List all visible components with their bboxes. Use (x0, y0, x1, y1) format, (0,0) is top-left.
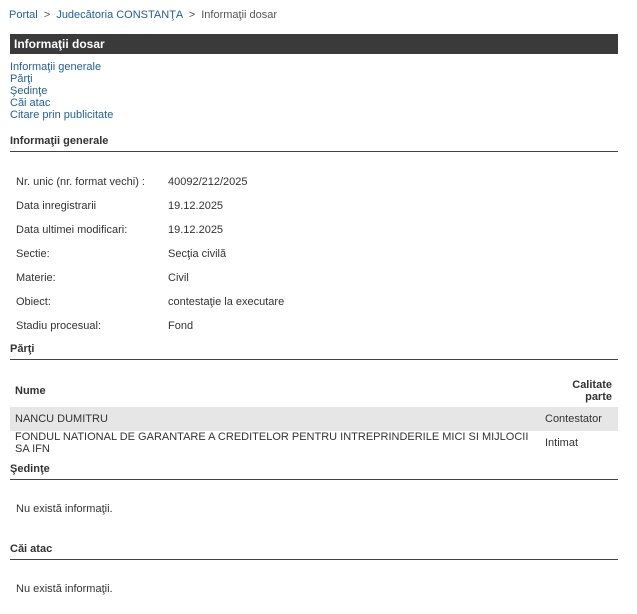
table-row (10, 431, 618, 455)
info-label: Materie: (16, 272, 56, 284)
info-row (10, 242, 284, 266)
section-quick-links (10, 61, 617, 121)
section-heading-informatii-generale: Informaţii generale (10, 135, 618, 152)
info-value: 19.12.2025 (168, 224, 224, 236)
breadcrumb (9, 8, 617, 22)
info-value: Civil (168, 272, 189, 284)
party-name: FONDUL NATIONAL DE GARANTARE A CREDITELOR PENTRU INTREPRINDERILE MICI SI MIJLOCII SA IFN (15, 431, 529, 455)
info-label: Stadiu procesual: (16, 320, 101, 332)
info-label: Sectie: (16, 248, 50, 260)
party-role: Contestator (545, 407, 618, 431)
info-value: contestaţie la executare (168, 296, 285, 308)
breadcrumb-portal-link[interactable]: Portal (9, 9, 38, 21)
info-value: 19.12.2025 (168, 200, 224, 212)
link-informatii-generale[interactable]: Informaţii generale (10, 61, 102, 73)
sedinte-empty-message: Nu există informaţii. (16, 503, 113, 515)
party-role: Intimat (545, 437, 579, 449)
info-label: Data ultimei modificari: (16, 224, 128, 236)
parti-table (10, 379, 618, 455)
link-citare-prin-publicitate[interactable]: Citare prin publicitate (10, 109, 114, 121)
info-label: Data inregistrarii (16, 200, 97, 212)
breadcrumb-current: Informaţii dosar (201, 9, 278, 21)
info-row (10, 290, 284, 314)
parti-header-row (10, 379, 618, 407)
info-value: Secţia civilă (168, 248, 227, 260)
breadcrumb-separator: > (43, 9, 51, 21)
page-title: Informaţii dosar (10, 34, 618, 54)
column-header-calitate-parte: Calitate parte (572, 379, 612, 403)
info-row (10, 314, 284, 338)
info-value: 40092/212/2025 (168, 176, 248, 188)
info-label: Obiect: (16, 296, 51, 308)
cai-atac-empty-message: Nu există informaţii. (16, 583, 113, 595)
info-row (10, 194, 284, 218)
party-name: NANCU DUMITRU (10, 407, 545, 431)
column-header-nume: Nume (15, 385, 46, 397)
link-parti[interactable]: Părţi (10, 73, 33, 85)
link-sedinte[interactable]: Şedinţe (10, 85, 48, 97)
info-row (10, 170, 284, 194)
link-cai-atac[interactable]: Căi atac (10, 97, 51, 109)
info-value: Fond (168, 320, 194, 332)
section-heading-sedinte: Şedinţe (10, 463, 618, 480)
info-label: Nr. unic (nr. format vechi) : (16, 176, 145, 188)
info-row (10, 266, 284, 290)
table-row (10, 407, 618, 431)
info-row (10, 218, 284, 242)
breadcrumb-separator: > (188, 9, 196, 21)
breadcrumb-court-link[interactable]: Judecătoria CONSTANŢA (56, 9, 183, 21)
section-heading-cai-atac: Căi atac (10, 543, 618, 560)
section-heading-parti: Părţi (10, 343, 618, 360)
general-info-table (10, 170, 284, 338)
